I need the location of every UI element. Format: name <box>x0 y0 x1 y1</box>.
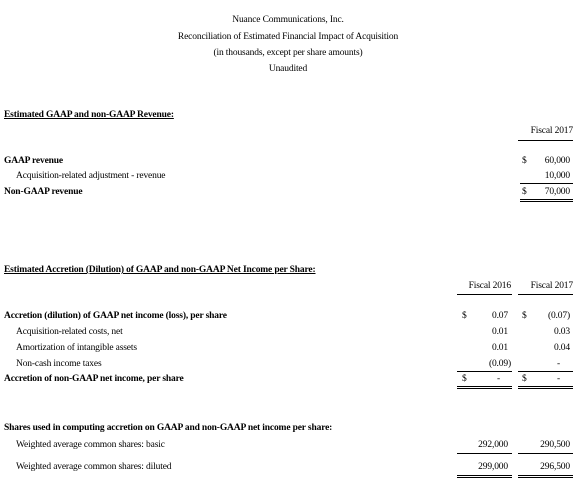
diluted-shares-double-rule-2016 <box>457 475 512 478</box>
revenue-subtotal-rule <box>520 183 573 184</box>
gaap-revenue-value: 60,000 <box>544 156 570 166</box>
non-gaap-accretion-currency-2017: $ <box>522 374 527 384</box>
non-gaap-revenue-currency: $ <box>522 187 527 197</box>
revenue-section-title: Estimated GAAP and non-GAAP Revenue: <box>4 110 174 120</box>
accretion-subtotal-rule-2017 <box>518 371 573 372</box>
accretion-total-double-rule-2016 <box>457 386 512 389</box>
basic-shares-label: Weighted average common shares: basic <box>16 440 165 450</box>
acq-costs-label: Acquisition-related costs, net <box>16 327 123 337</box>
company-name: Nuance Communications, Inc. <box>232 15 344 25</box>
gaap-accretion-currency-2017: $ <box>522 311 527 321</box>
gaap-accretion-currency-2016: $ <box>462 311 467 321</box>
non-cash-taxes-value-2017: - <box>556 359 560 369</box>
shares-section-title: Shares used in computing accretion on GAAP and non-GAAP net income per share: <box>4 423 333 433</box>
non-gaap-revenue-value: 70,000 <box>544 187 570 197</box>
non-gaap-accretion-value-2016: - <box>496 374 500 384</box>
basic-shares-rule-2017 <box>518 453 573 454</box>
diluted-shares-label: Weighted average common shares: diluted <box>16 462 172 472</box>
accretion-header-rule-2017 <box>518 294 573 295</box>
gaap-revenue-label: GAAP revenue <box>4 156 63 166</box>
revenue-total-double-rule <box>520 199 573 202</box>
accretion-total-double-rule-2017 <box>518 386 573 389</box>
diluted-shares-value-2016: 299,000 <box>478 462 508 472</box>
revenue-header-rule <box>518 140 573 141</box>
gaap-accretion-value-2017: (0.07) <box>547 311 570 321</box>
gaap-revenue-currency: $ <box>522 156 527 166</box>
amortization-value-2017: 0.04 <box>553 343 570 353</box>
accretion-col-header-2016: Fiscal 2016 <box>468 281 511 291</box>
non-cash-taxes-value-2016: (0.09) <box>488 359 511 369</box>
acq-adjustment-label: Acquisition-related adjustment - revenue <box>16 171 166 181</box>
basic-shares-value-2017: 290,500 <box>540 440 570 450</box>
accretion-col-header-2017: Fiscal 2017 <box>530 281 573 291</box>
amortization-value-2016: 0.01 <box>491 343 508 353</box>
unaudited-label: Unaudited <box>268 64 308 74</box>
gaap-accretion-label: Accretion (dilution) of GAAP net income (loss), per share <box>4 311 227 321</box>
basic-shares-value-2016: 292,000 <box>478 440 508 450</box>
non-gaap-accretion-value-2017: - <box>556 374 560 384</box>
units-note: (in thousands, except per share amounts) <box>213 48 363 58</box>
revenue-col-header: Fiscal 2017 <box>530 126 573 136</box>
gaap-accretion-value-2016: 0.07 <box>491 311 508 321</box>
acq-costs-value-2017: 0.03 <box>553 327 570 337</box>
accretion-section-title: Estimated Accretion (Dilution) of GAAP and non-GAAP Net Income per Share: <box>4 265 316 275</box>
diluted-shares-double-rule-2017 <box>518 475 573 478</box>
non-gaap-accretion-label: Accretion of non-GAAP net income, per share <box>4 374 184 384</box>
basic-shares-rule-2016 <box>457 453 512 454</box>
acq-adjustment-value: 10,000 <box>544 171 570 181</box>
accretion-header-rule-2016 <box>457 294 512 295</box>
non-gaap-revenue-label: Non-GAAP revenue <box>4 187 83 197</box>
accretion-subtotal-rule-2016 <box>457 371 512 372</box>
acq-costs-value-2016: 0.01 <box>491 327 508 337</box>
non-cash-taxes-label: Non-cash income taxes <box>16 359 102 369</box>
diluted-shares-value-2017: 296,500 <box>540 462 570 472</box>
non-gaap-accretion-currency-2016: $ <box>462 374 467 384</box>
report-title: Reconciliation of Estimated Financial Impact of Acquisition <box>177 32 399 42</box>
amortization-label: Amortization of intangible assets <box>16 343 137 353</box>
